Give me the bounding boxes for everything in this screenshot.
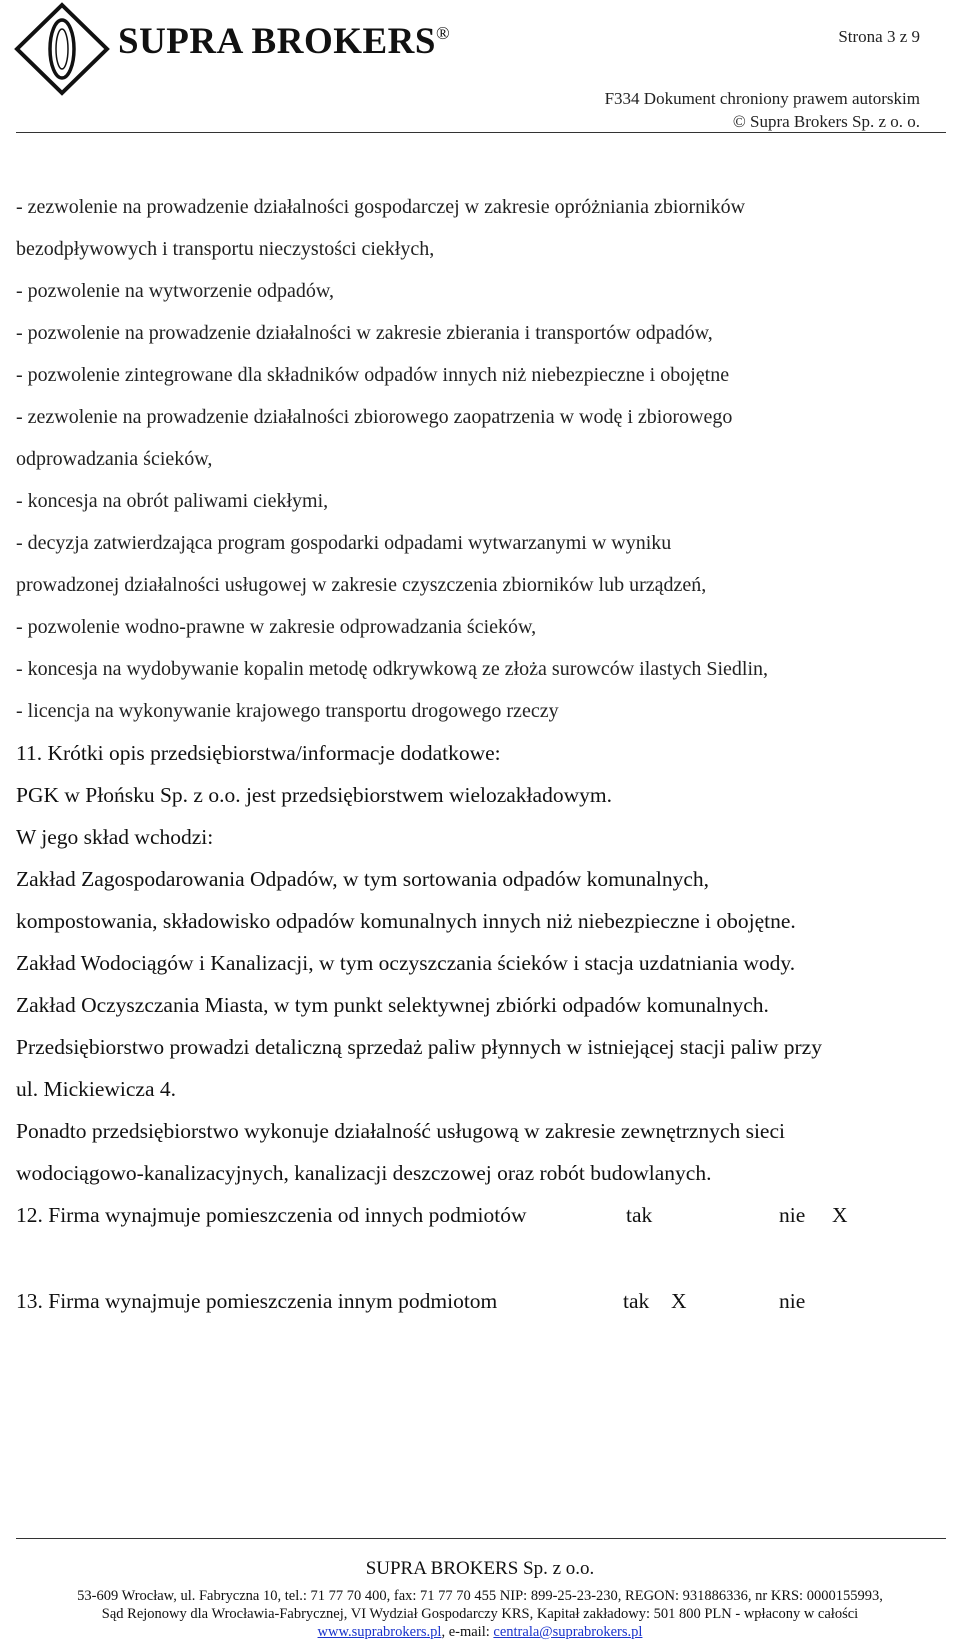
list-line: - pozwolenie wodno-prawne w zakresie odprowadzania ścieków, (16, 616, 537, 638)
footer-company: SUPRA BROKERS Sp. z o.o. (365, 1558, 595, 1579)
section-11-line: PGK w Płońsku Sp. z o.o. jest przedsiębiorstwem wielozakładowym. (16, 783, 612, 807)
list-line: - koncesja na obrót paliwami ciekłymi, (16, 490, 329, 512)
section-11-line: Zakład Oczyszczania Miasta, w tym punkt selektywnej zbiórki odpadów komunalnych. (16, 993, 769, 1017)
section-11-line: kompostowania, składowisko odpadów komunalnych innych niż niebezpieczne i obojętne. (16, 909, 796, 933)
header-divider (16, 132, 946, 133)
question-13 (16, 1280, 946, 1322)
section-11-heading: 11. Krótki opis przedsiębiorstwa/informacje dodatkowe: (16, 741, 501, 765)
list-line: - pozwolenie na wytworzenie odpadów, (16, 280, 335, 302)
document-body (16, 186, 946, 1322)
section-11-line: Zakład Zagospodarowania Odpadów, w tym sortowania odpadów komunalnych, (16, 867, 710, 891)
section-11-line: ul. Mickiewicza 4. (16, 1077, 177, 1101)
question-13-no-label: nie (779, 1289, 806, 1313)
list-line: - pozwolenie na prowadzenie działalności w zakresie zbierania i transportów odpadów, (16, 322, 713, 344)
section-11-line: wodociągowo-kanalizacyjnych, kanalizacji deszczowej oraz robót budowlanych. (16, 1161, 712, 1185)
list-line: - decyzja zatwierdzająca program gospodarki odpadami wytwarzanymi w wyniku (16, 532, 672, 554)
question-12-no-mark: X (832, 1203, 848, 1227)
supra-brokers-logo-icon (14, 2, 110, 96)
section-11-line: Ponadto przedsiębiorstwo wykonuje działalność usługową w zakresie zewnętrznych sieci (16, 1119, 785, 1143)
question-12-yes-label: tak (626, 1203, 653, 1227)
question-13-yes-label: tak (623, 1289, 650, 1313)
question-13-text: 13. Firma wynajmuje pomieszczenia innym podmiotom (16, 1289, 498, 1313)
section-11 (16, 732, 946, 1194)
question-12-no-label: nie (779, 1203, 806, 1227)
registered-mark: ® (435, 23, 451, 43)
list-line: odprowadzania ścieków, (16, 448, 213, 470)
spacer (16, 1236, 946, 1280)
list-line: prowadzonej działalności usługowej w zakresie czyszczenia zbiorników lub urządzeń, (16, 574, 707, 596)
brand-name: SUPRA BROKERS® (118, 21, 451, 62)
list-line: - pozwolenie zintegrowane dla składników odpadów innych niż niebezpieczne i obojętne (16, 364, 730, 386)
question-13-yes-mark: X (671, 1289, 687, 1313)
footer-divider (16, 1538, 946, 1539)
section-11-line: W jego skład wchodzi: (16, 825, 214, 849)
question-12-text: 12. Firma wynajmuje pomieszczenia od innych podmiotów (16, 1203, 527, 1227)
footer-contact (0, 1624, 960, 1641)
email-label: , e-mail: (441, 1624, 494, 1640)
copyright-notice: © Supra Brokers Sp. z o. o. (732, 112, 920, 131)
page-number: Strona 3 z 9 (838, 27, 920, 46)
email-link[interactable]: centrala@suprabrokers.pl (493, 1624, 643, 1640)
list-line: - koncesja na wydobywanie kopalin metodę odkrywkową ze złoża surowców ilastych Siedlin, (16, 658, 769, 680)
list-line: - zezwolenie na prowadzenie działalności zbiorowego zaopatrzenia w wodę i zbiorowego (16, 406, 733, 428)
footer-registry: Sąd Rejonowy dla Wrocławia-Fabrycznej, VI Wydział Gospodarczy KRS, Kapitał zakładowy: 501 800 PLN - wpłacony w całości (101, 1606, 859, 1622)
list-line: - licencja na wykonywanie krajowego transportu drogowego rzeczy (16, 700, 559, 722)
permits-list (16, 186, 946, 732)
section-11-line: Zakład Wodociągów i Kanalizacji, w tym oczyszczania ścieków i stacja uzdatniania wody. (16, 951, 796, 975)
document-id: F334 Dokument chroniony prawem autorskim (604, 89, 920, 108)
website-link[interactable]: www.suprabrokers.pl (317, 1624, 442, 1640)
footer-address: 53-609 Wrocław, ul. Fabryczna 10, tel.: 71 77 70 400, fax: 71 77 70 455 NIP: 899-25-23-230, REGON: 931886336, nr KRS: 0000155993, (77, 1588, 883, 1604)
list-line: - zezwolenie na prowadzenie działalności gospodarczej w zakresie opróżniania zbiorników (16, 196, 746, 218)
question-12 (16, 1194, 946, 1236)
section-11-line: Przedsiębiorstwo prowadzi detaliczną sprzedaż paliw płynnych w istniejącej stacji paliw przy (16, 1035, 822, 1059)
list-line: bezodpływowych i transportu nieczystości ciekłych, (16, 238, 435, 260)
page-header (0, 0, 960, 131)
